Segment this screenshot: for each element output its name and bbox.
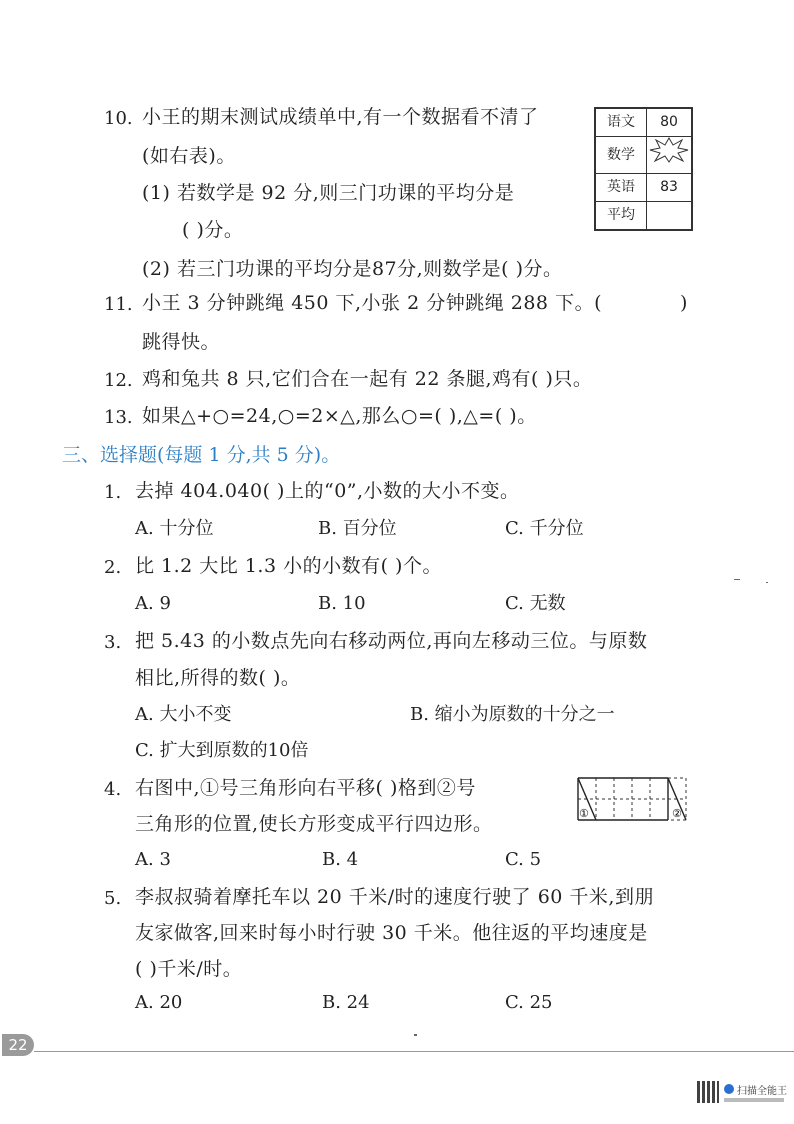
question-number: 13. xyxy=(104,407,133,428)
option-a: A. 十分位 xyxy=(135,518,214,539)
option-b: B. 百分位 xyxy=(318,518,397,539)
score-cell: 83 xyxy=(647,174,693,202)
answer-blank: ( )分。 xyxy=(182,219,244,241)
question-text: 小王的期末测试成绩单中,有一个数据看不清了 xyxy=(142,106,539,128)
page-number: 22 xyxy=(2,1034,34,1056)
subject-cell: 平均 xyxy=(595,202,647,231)
question-text: (如右表)。 xyxy=(142,145,236,167)
question-text: 去掉 404.040( )上的“0”,小数的大小不变。 xyxy=(135,480,520,502)
table-row xyxy=(595,174,692,202)
question-text: 相比,所得的数( )。 xyxy=(135,667,301,689)
option-b: B. 10 xyxy=(318,593,366,614)
question-text: 友家做客,回来时每小时行驶 30 千米。他往返的平均速度是 xyxy=(135,922,648,944)
question-text: 比 1.2 大比 1.3 小的小数有( )个。 xyxy=(135,555,442,577)
question-number: 2. xyxy=(104,557,122,578)
option-b: B. 缩小为原数的十分之一 xyxy=(410,704,615,725)
question-text: 三角形的位置,使长方形变成平行四边形。 xyxy=(135,813,493,835)
qr-code-icon xyxy=(697,1081,719,1103)
question-number: 3. xyxy=(104,632,122,653)
question-number: 5. xyxy=(104,888,122,909)
question-number: 4. xyxy=(104,779,122,800)
question-text: ( )千米/时。 xyxy=(135,958,243,980)
subject-cell: 英语 xyxy=(595,174,647,202)
scanner-logo-icon xyxy=(724,1084,734,1094)
subject-cell: 数学 xyxy=(595,137,647,174)
score-table xyxy=(594,107,693,231)
section-title: 三、选择题(每题 1 分,共 5 分)。 xyxy=(62,444,341,466)
option-c: C. 5 xyxy=(505,849,542,870)
scan-speck xyxy=(414,1034,417,1036)
triangle-label: ① xyxy=(579,807,589,820)
answer-blank-close: ) xyxy=(680,292,688,314)
question-text: 如果△+○=24,○=2×△,那么○=( ),△=( )。 xyxy=(142,405,537,427)
option-a: A. 3 xyxy=(135,849,171,870)
question-text: 把 5.43 的小数点先向右移动两位,再向左移动三位。与原数 xyxy=(135,630,648,652)
question-text: 跳得快。 xyxy=(142,331,221,353)
scan-speck xyxy=(734,579,740,580)
option-c: C. 千分位 xyxy=(505,518,584,539)
question-text: 李叔叔骑着摩托车以 20 千米/时的速度行驶了 60 千米,到朋 xyxy=(135,886,654,908)
option-b: B. 4 xyxy=(322,849,359,870)
question-text: 小王 3 分钟跳绳 450 下,小张 2 分钟跳绳 288 下。( xyxy=(142,292,602,314)
sub-question-text: (1) 若数学是 92 分,则三门功课的平均分是 xyxy=(142,182,515,204)
table-row xyxy=(595,108,692,137)
option-c: C. 25 xyxy=(505,992,553,1013)
option-c: C. 扩大到原数的10倍 xyxy=(135,740,309,761)
question-number: 1. xyxy=(104,482,122,503)
question-number: 11. xyxy=(104,294,133,315)
sub-question-text: (2) 若三门功课的平均分是87分,则数学是( )分。 xyxy=(142,258,563,280)
starburst-icon xyxy=(649,137,689,163)
scanner-brand: 扫描全能王 xyxy=(737,1086,787,1097)
question-text: 鸡和兔共 8 只,它们合在一起有 22 条腿,鸡有( )只。 xyxy=(142,368,593,390)
question-text: 右图中,①号三角形向右平移( )格到②号 xyxy=(135,777,476,799)
scan-speck xyxy=(766,582,768,583)
option-b: B. 24 xyxy=(322,992,370,1013)
score-cell xyxy=(647,202,693,231)
option-a: A. 9 xyxy=(135,593,171,614)
scanner-tagline xyxy=(724,1098,784,1102)
table-row xyxy=(595,137,692,174)
option-a: A. 20 xyxy=(135,992,183,1013)
option-a: A. 大小不变 xyxy=(135,704,232,725)
triangle-label: ② xyxy=(672,807,682,820)
footer-divider xyxy=(34,1051,794,1052)
table-row xyxy=(595,202,692,231)
subject-cell: 语文 xyxy=(595,108,647,137)
smudged-score-cell xyxy=(647,137,693,174)
question-number: 10. xyxy=(104,108,133,129)
question-number: 12. xyxy=(104,370,133,391)
translation-grid-figure xyxy=(576,776,688,824)
score-cell: 80 xyxy=(647,108,693,137)
option-c: C. 无数 xyxy=(505,593,566,614)
